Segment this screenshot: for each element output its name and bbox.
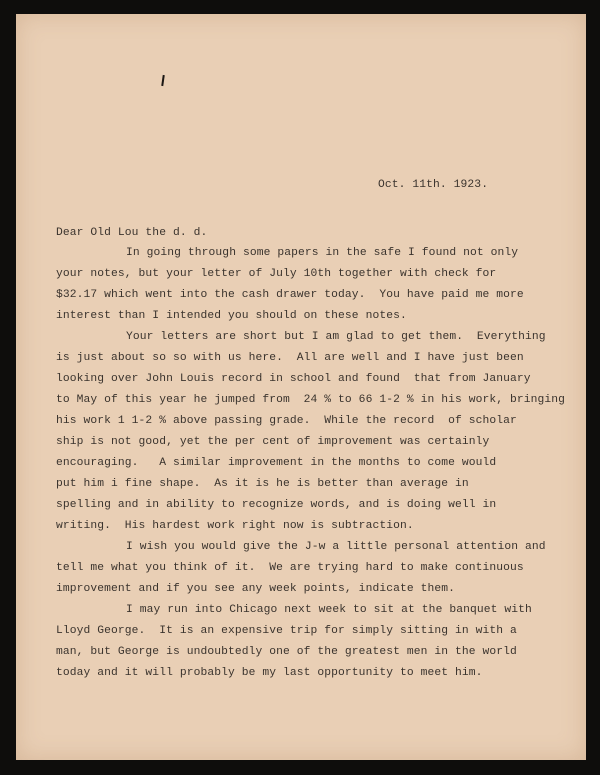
body-line: encouraging. A similar improvement in the months to come would [56, 457, 497, 469]
body-line: Lloyd George. It is an expensive trip for simply sitting in with a [56, 625, 517, 637]
body-line: $32.17 which went into the cash drawer today. You have paid me more [56, 289, 524, 301]
body-line: is just about so so with us here. All are well and I have just been [56, 352, 524, 364]
body-line: ship is not good, yet the per cent of improvement was certainly [56, 436, 490, 448]
body-line: I may run into Chicago next week to sit at the banquet with [126, 604, 532, 616]
body-line: I wish you would give the J-w a little personal attention and [126, 541, 546, 553]
body-line: improvement and if you see any week points, indicate them. [56, 583, 455, 595]
body-line: to May of this year he jumped from 24 % to 66 1-2 % in his work, bringing [56, 394, 566, 406]
letter-page [16, 14, 586, 760]
body-line: interest than I intended you should on these notes. [56, 310, 407, 322]
letter-date: Oct. 11th. 1923. [378, 179, 489, 191]
body-line: Your letters are short but I am glad to get them. Everything [126, 331, 546, 343]
body-line: In going through some papers in the safe I found not only [126, 247, 519, 259]
body-line: your notes, but your letter of July 10th together with check for [56, 268, 497, 280]
body-line: tell me what you think of it. We are trying hard to make continuous [56, 562, 524, 574]
body-line: spelling and in ability to recognize words, and is doing well in [56, 499, 497, 511]
body-line: writing. His hardest work right now is subtraction. [56, 520, 414, 532]
pen-mark [161, 75, 165, 86]
body-line: today and it will probably be my last opportunity to meet him. [56, 667, 483, 679]
body-line: looking over John Louis record in school and found that from January [56, 373, 531, 385]
letter-salutation: Dear Old Lou the d. d. [56, 227, 208, 239]
body-line: put him i fine shape. As it is he is better than average in [56, 478, 469, 490]
body-line: his work 1 1-2 % above passing grade. While the record of scholar [56, 415, 517, 427]
body-line: man, but George is undoubtedly one of the greatest men in the world [56, 646, 517, 658]
